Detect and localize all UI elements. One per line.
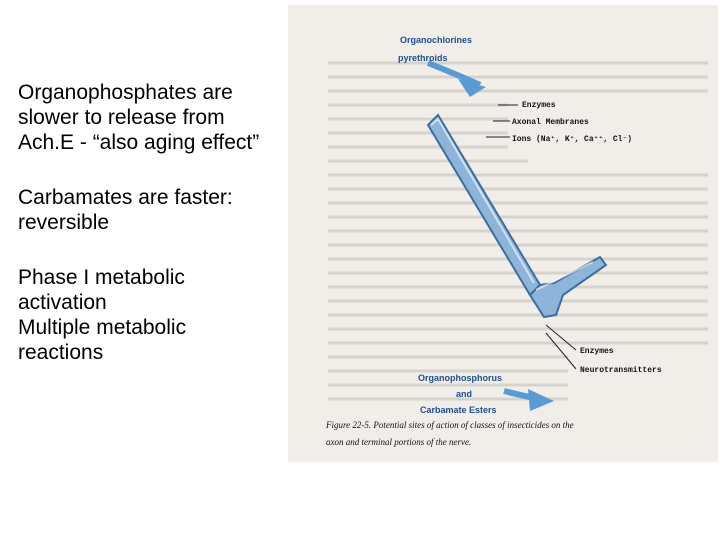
label-ions: Ions (Na⁺, K⁺, Ca⁺⁺, Cl⁻) xyxy=(512,135,633,144)
slide-text xyxy=(18,80,293,395)
paragraph-organophosphates: Organophosphates are slower to release from Ach.E - “also aging effect” xyxy=(18,81,260,154)
label-organophosphorus: Organophosphorus xyxy=(418,373,502,383)
label-axonal-membranes: Axonal Membranes xyxy=(512,118,589,127)
nerve-diagram xyxy=(288,5,718,462)
label-carbamate-esters: Carbamate Esters xyxy=(420,405,497,415)
figure-caption-line2: axon and terminal portions of the nerve. xyxy=(326,437,472,447)
label-enzymes-lower: Enzymes xyxy=(580,347,614,356)
label-organochlorines: Organochlorines xyxy=(400,35,473,45)
label-neurotransmitters: Neurotransmitters xyxy=(580,366,662,375)
paragraph-carbamates: Carbamates are faster: reversible xyxy=(18,186,233,234)
background-text-lines xyxy=(328,63,708,399)
paragraph-phase-one: Phase I metabolic activation Multiple metabolic reactions xyxy=(18,266,187,364)
label-and: and xyxy=(456,389,473,399)
label-enzymes-upper: Enzymes xyxy=(522,101,556,110)
label-pyrethroids: pyrethroids xyxy=(398,53,448,63)
figure-caption-line1: Figure 22-5. Potential sites of action of classes of insecticides on the xyxy=(326,420,574,430)
nerve-figure xyxy=(288,5,718,462)
